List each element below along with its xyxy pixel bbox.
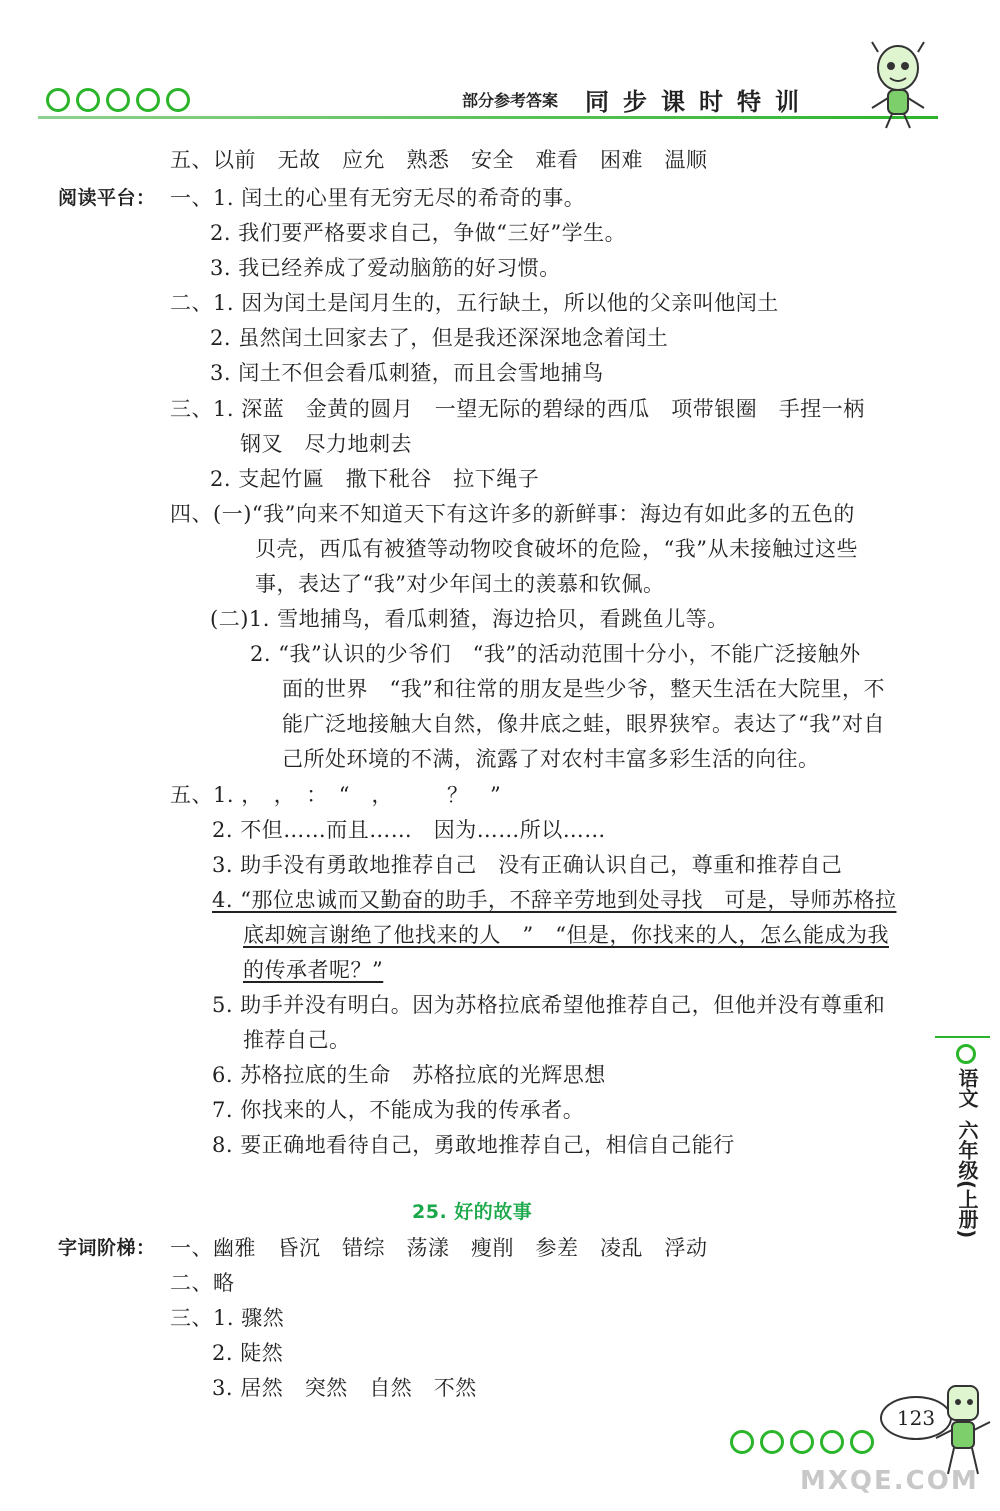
answer-line: 五、以前 无故 应允 熟悉 安全 难看 困难 温顺 [170,148,708,172]
mascot-icon [858,38,938,130]
answer-line: 2. 支起竹匾 撒下秕谷 拉下绳子 [210,467,540,491]
answer-line: 事，表达了“我”对少年闰土的羡慕和钦佩。 [255,572,665,596]
answer-line: 3. 闰土不但会看瓜刺猹，而且会雪地捕鸟 [210,361,604,385]
answer-line: 2. 不但……而且…… 因为……所以…… [212,818,606,842]
page-number: 123 [896,1406,936,1430]
answer-line: 一、1. 闰土的心里有无穷无尽的希奇的事。 [170,186,586,210]
answer-line: 贝壳，西瓜有被猹等动物咬食破坏的危险，“我”从未接触过这些 [255,537,858,561]
answer-line: 7. 你找来的人，不能成为我的传承者。 [212,1098,585,1122]
answer-line: 钢叉 尽力地刺去 [240,432,412,456]
answer-line: 6. 苏格拉底的生命 苏格拉底的光辉思想 [212,1063,606,1087]
answer-line: 3. 助手没有勇敢地推荐自己 没有正确认识自己，尊重和推荐自己 [212,853,843,877]
answer-line: 己所处环境的不满，流露了对农村丰富多彩生活的向往。 [282,747,820,771]
answer-line: 四、(一)“我”向来不知道天下有这许多的新鲜事：海边有如此多的五色的 [170,502,855,526]
answer-line: 二、1. 因为闰土是闰月生的，五行缺土，所以他的父亲叫他闰土 [170,291,779,315]
answer-line: 3. 我已经养成了爱动脑筋的好习惯。 [210,256,561,280]
answer-line-underlined: 的传承者呢？” [243,958,384,982]
header-title: 同步课时特训 [585,88,813,116]
answer-line-underlined: 底却婉言谢绝了他找来的人 ” “但是，你找来的人，怎么能成为我 [243,923,889,947]
answer-line: 8. 要正确地看待自己，勇敢地推荐自己，相信自己能行 [212,1133,735,1157]
answer-line: 一、幽雅 昏沉 错综 荡漾 瘦削 参差 凌乱 浮动 [170,1236,708,1260]
answer-line: 2. “我”认识的少爷们 “我”的活动范围十分小，不能广泛接触外 [250,642,861,666]
watermark: MXQE.COM [800,1466,979,1496]
sidebar-grade-text: 六年级(上册) [955,1120,979,1239]
sidebar-line [935,1036,990,1038]
answer-line: 面的世界 “我”和往常的朋友是些少爷，整天生活在大院里，不 [282,677,885,701]
section-label-reading: 阅读平台： [58,187,156,209]
answer-line: 五、1. ， ， ： “ ， ？ ” [170,783,502,807]
answer-line: 3. 居然 突然 自然 不然 [212,1376,477,1400]
answer-line: 5. 助手并没有明白。因为苏格拉底希望他推荐自己，但他并没有尊重和 [212,993,886,1017]
answer-line: 能广泛地接触大自然，像井底之蛙，眼界狭窄。表达了“我”对自 [282,712,885,736]
answer-line: (二)1. 雪地捕鸟，看瓜刺猹，海边拾贝，看跳鱼儿等。 [210,607,729,631]
footer-mascot-icon [930,1380,996,1480]
sidebar-subject-text: 语文 [955,1068,979,1108]
sidebar-circle-icon [956,1044,976,1064]
answer-line: 二、略 [170,1271,235,1295]
lesson-title: 25. 好的故事 [412,1201,533,1223]
answer-line: 2. 我们要严格要求自己，争做“三好”学生。 [210,221,627,245]
answer-line: 2. 陡然 [212,1341,284,1365]
answer-line-underlined: 4. “那位忠诚而又勤奋的助手，不辞辛劳地到处寻找 可是，导师苏格拉 [212,888,897,912]
answer-line: 2. 虽然闰土回家去了，但是我还深深地念着闰土 [210,326,669,350]
sidebar-grade [952,1120,982,1243]
header-subtitle: 部分参考答案 [462,91,559,110]
sidebar-subject [952,1068,982,1113]
answer-line: 三、1. 深蓝 金黄的圆月 一望无际的碧绿的西瓜 项带银圈 手捏一柄 [170,397,865,421]
answer-line: 三、1. 骤然 [170,1306,285,1330]
section-label-words: 字词阶梯： [58,1237,156,1259]
answer-line: 推荐自己。 [243,1028,351,1052]
header-divider [38,116,938,119]
